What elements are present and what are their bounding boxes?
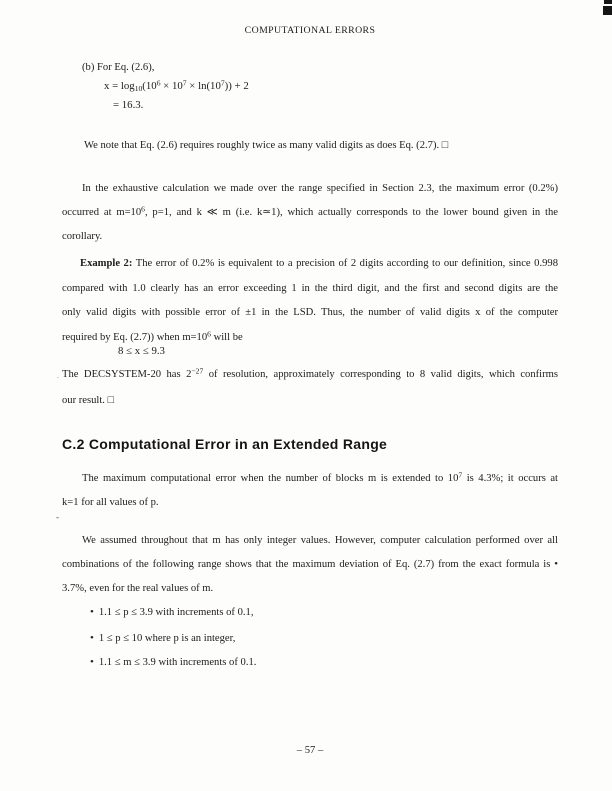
para-exhaustive-line-3: corollary.: [62, 231, 103, 242]
para-assumed-line-2: combinations of the following range shows that the maximum deviation of Eq. (2.7) from the exact formula is •: [62, 559, 558, 570]
bullet-item-text: 1.1 ≤ m ≤ 3.9 with increments of 0.1.: [98, 657, 257, 668]
para-assumed-line-1: We assumed throughout that m has only integer values. However, computer calculation performed over all: [82, 535, 558, 546]
para-example2-line-4: required by Eq. (2.7)) when $m=10^6$ will be: [62, 329, 243, 343]
bullet-item: [90, 632, 235, 645]
equation-line-2: = 16.3.: [113, 99, 144, 111]
bullet-icon: •: [90, 656, 94, 668]
bullet-item: [90, 656, 256, 669]
para-example2-line-3: only valid digits with possible error of ±1 in the LSD. Thus, the number of valid digits x of the computer: [62, 307, 558, 318]
equation-line-1: $x = \log_{10}(10^6 \times 10^7 \times \ln(10^7)) + 2$: [104, 78, 249, 93]
inequality-line: 8 ≤ x ≤ 9.3: [118, 345, 165, 357]
para-exhaustive-line-1: In the exhaustive calculation we made over the range specified in Section 2.3, the maximum error (0.2%): [82, 183, 558, 194]
para-decsystem-line-1: The DECSYSTEM-20 has $2^{-27}$ of resolution, approximately corresponding to 8 valid digits, which confirms: [62, 366, 558, 380]
para-example2-line-2: compared with 1.0 clearly has an error exceeding 1 in the third digit, and the first and second digits are the: [62, 283, 558, 294]
bullet-item-text: 1.1 ≤ p ≤ 3.9 with increments of 0.1,: [98, 607, 254, 618]
para-example2-line-1: Example 2: The error of 0.2% is equivalent to a precision of 2 digits according to our definition, since 0.998: [80, 258, 559, 269]
scan-artifact-stray-dot: .: [57, 371, 59, 380]
scan-artifact-corner-mark: [604, 0, 612, 4]
para-decsystem-line-2: our result. □: [62, 395, 115, 406]
para-assumed-line-3: 3.7%, even for the real values of m.: [62, 583, 214, 594]
running-header: COMPUTATIONAL ERRORS: [244, 25, 376, 36]
para-extended-line-2: k=1 for all values of p.: [62, 497, 159, 508]
note-line: We note that Eq. (2.6) requires roughly twice as many valid digits as does Eq. (2.7). □: [84, 140, 449, 151]
page-number: – 57 –: [296, 745, 324, 756]
section-heading: C.2 Computational Error in an Extended Range: [62, 436, 388, 452]
item-b-label: (b) For Eq. (2.6),: [82, 62, 155, 73]
scan-artifact-corner-mark: [603, 6, 612, 15]
para-extended-line-1: The maximum computational error when the number of blocks m is extended to $10^7$ is 4.3%; it occurs at: [82, 470, 559, 484]
bullet-item: [90, 606, 253, 619]
para-exhaustive-line-2: occurred at $m=10^6$, p=1, and k ≪ m (i.e. k≃1), which actually corresponds to the lower bound given in the: [62, 204, 558, 218]
scan-artifact-stray-dash: -: [56, 512, 59, 522]
bullet-item-text: 1 ≤ p ≤ 10 where p is an integer,: [98, 633, 236, 644]
bullet-icon: •: [90, 606, 94, 618]
bullet-icon: •: [90, 632, 94, 644]
